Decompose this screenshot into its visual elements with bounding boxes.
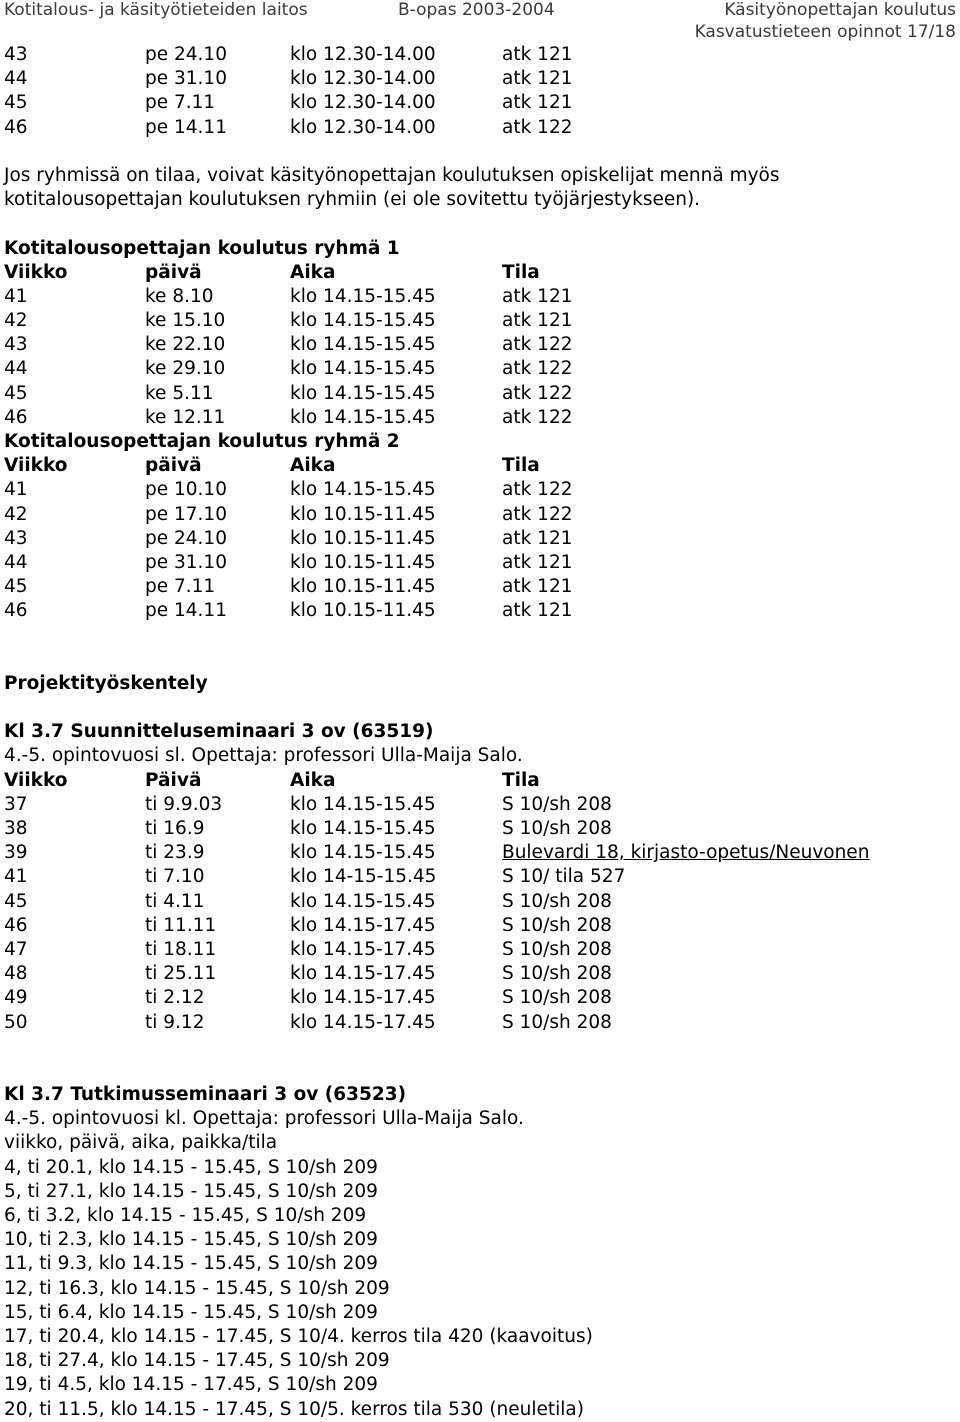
header-room: Tila	[502, 261, 540, 283]
list-item: 17, ti 20.4, klo 14.15 - 17.45, S 10/4. kerros tila 420 (kaavoitus)	[4, 1325, 593, 1347]
list-item: 19, ti 4.5, klo 14.15 - 17.45, S 10/sh 209	[4, 1374, 378, 1396]
note-line: kotitalousopettajan koulutuksen ryhmiin (ei ole sovitettu työjärjestykseen).	[4, 189, 701, 211]
cell-week: 41	[4, 479, 28, 501]
table-row	[4, 599, 954, 623]
table-row	[4, 406, 954, 430]
table-row	[4, 357, 954, 381]
table-row	[4, 962, 954, 986]
page-header	[0, 0, 960, 46]
cell-time: klo 10.15-11.45	[290, 576, 436, 598]
group1-title: Kotitalousopettajan koulutus ryhmä 1	[4, 237, 400, 259]
header-week: Viikko	[4, 769, 68, 791]
cell-day: ke 15.10	[145, 310, 226, 332]
cell-day: pe 31.10	[145, 551, 227, 573]
cell-week: 50	[4, 1011, 28, 1033]
table-row	[4, 841, 954, 865]
cell-room: atk 121	[502, 44, 573, 65]
cell-week: 44	[4, 358, 28, 380]
cell-time: klo 14.15-17.45	[290, 987, 436, 1009]
cell-day: ti 9.12	[145, 1011, 205, 1033]
table-row	[4, 116, 954, 140]
cell-week: 42	[4, 503, 28, 525]
cell-week: 46	[4, 406, 28, 428]
table-row	[4, 890, 954, 914]
cell-week: 42	[4, 310, 28, 332]
list-item: 18, ti 27.4, klo 14.15 - 17.45, S 10/sh 209	[4, 1350, 390, 1372]
header-page-info: Kasvatustieteen opinnot 17/18	[694, 22, 956, 42]
table-row	[4, 382, 954, 406]
table-row	[4, 285, 954, 309]
cell-room: atk 121	[502, 576, 573, 598]
cell-room: S 10/sh 208	[502, 987, 612, 1009]
header-time: Aika	[290, 455, 336, 477]
cell-day: ti 4.11	[145, 890, 205, 912]
list-item: 20, ti 11.5, klo 14.15 - 17.45, S 10/5. kerros tila 530 (neuletila)	[4, 1398, 584, 1420]
cell-time: klo 10.15-11.45	[290, 551, 436, 573]
cell-room: atk 121	[502, 285, 573, 307]
table-row	[4, 551, 954, 575]
cell-week: 45	[4, 382, 28, 404]
cell-time: klo 14.15-15.45	[290, 285, 436, 307]
cell-room: S 10/sh 208	[502, 963, 612, 985]
cell-day: pe 24.10	[145, 527, 227, 549]
header-day: Päivä	[145, 769, 202, 791]
cell-time: klo 14.15-15.45	[290, 382, 436, 404]
table-row	[4, 91, 954, 115]
cell-time: klo 14.15-15.45	[290, 310, 436, 332]
cell-day: pe 7.11	[145, 92, 216, 114]
cell-week: 46	[4, 600, 28, 622]
list-item: 12, ti 16.3, klo 14.15 - 15.45, S 10/sh 209	[4, 1277, 390, 1299]
group2-title: Kotitalousopettajan koulutus ryhmä 2	[4, 431, 400, 452]
header-program: Käsityönopettajan koulutus	[724, 0, 956, 20]
list-item: 6, ti 3.2, klo 14.15 - 15.45, S 10/sh 209	[4, 1205, 367, 1227]
cell-room: atk 121	[502, 310, 573, 332]
group1-schedule	[4, 237, 954, 431]
header-day: päivä	[145, 261, 202, 283]
cell-room: S 10/ tila 527	[502, 866, 626, 888]
cell-time: klo 14.15-15.45	[290, 479, 436, 501]
course2-schedule	[4, 1083, 954, 1422]
course1-schedule	[4, 720, 954, 1034]
cell-time: klo 12.30-14.00	[290, 116, 436, 138]
cell-week: 49	[4, 987, 28, 1009]
cell-room: S 10/sh 208	[502, 890, 612, 912]
cell-time: klo 14.15-15.45	[290, 406, 436, 428]
course1-title: Kl 3.7 Suunnitteluseminaari 3 ov (63519)	[4, 721, 434, 743]
table-row	[4, 43, 954, 67]
top-schedule	[4, 43, 954, 140]
cell-room: atk 122	[502, 406, 573, 428]
cell-day: pe 7.11	[145, 576, 216, 598]
cell-day: pe 14.11	[145, 116, 227, 138]
cell-room: atk 121	[502, 600, 573, 622]
cell-week: 44	[4, 551, 28, 573]
group2-schedule	[4, 430, 954, 624]
cell-time: klo 14.15-15.45	[290, 334, 436, 356]
cell-room: S 10/sh 208	[502, 793, 612, 815]
table-row	[4, 1011, 954, 1035]
cell-room: atk 122	[502, 503, 573, 525]
cell-time: klo 14.15-17.45	[290, 938, 436, 960]
cell-week: 45	[4, 92, 28, 114]
cell-room: atk 122	[502, 382, 573, 404]
cell-day: ti 16.9	[145, 818, 205, 840]
table-row	[4, 793, 954, 817]
cell-week: 46	[4, 116, 28, 138]
table-row	[4, 865, 954, 889]
course2-title: Kl 3.7 Tutkimusseminaari 3 ov (63523)	[4, 1084, 407, 1106]
table-header-row	[4, 769, 954, 793]
cell-day: ke 12.11	[145, 406, 226, 428]
cell-room: S 10/sh 208	[502, 938, 612, 960]
table-row	[4, 575, 954, 599]
cell-room: atk 121	[502, 92, 573, 114]
table-header-row	[4, 454, 954, 478]
header-week: Viikko	[4, 261, 68, 283]
cell-time: klo 14.15-15.45	[290, 358, 436, 380]
table-row	[4, 527, 954, 551]
cell-time: klo 12.30-14.00	[290, 92, 436, 114]
list-item: 15, ti 6.4, klo 14.15 - 15.45, S 10/sh 209	[4, 1301, 378, 1323]
header-guide: B-opas 2003-2004	[398, 0, 555, 20]
cell-room: S 10/sh 208	[502, 914, 612, 936]
header-week: Viikko	[4, 455, 68, 477]
cell-time: klo 14-15-15.45	[290, 866, 437, 888]
cell-room: S 10/sh 208	[502, 1011, 612, 1033]
cell-week: 46	[4, 914, 28, 936]
cell-day: pe 24.10	[145, 44, 227, 65]
header-time: Aika	[290, 261, 336, 283]
note-line: Jos ryhmissä on tilaa, voivat käsityönopettajan koulutuksen opiskelijat mennä myös	[4, 164, 780, 186]
table-row	[4, 478, 954, 502]
cell-day: pe 17.10	[145, 503, 227, 525]
table-row	[4, 333, 954, 357]
cell-week: 48	[4, 963, 28, 985]
cell-week: 43	[4, 527, 28, 549]
cell-week: 44	[4, 68, 28, 90]
cell-time: klo 10.15-11.45	[290, 600, 436, 622]
course1-info: 4.-5. opintovuosi sl. Opettaja: professori Ulla-Maija Salo.	[4, 745, 523, 767]
cell-day: ti 18.11	[145, 938, 217, 960]
cell-day: ti 25.11	[145, 963, 217, 985]
cell-day: ti 7.10	[145, 866, 205, 888]
cell-week: 47	[4, 938, 28, 960]
cell-room: S 10/sh 208	[502, 818, 612, 840]
cell-day: pe 10.10	[145, 479, 227, 501]
list-item: 5, ti 27.1, klo 14.15 - 15.45, S 10/sh 209	[4, 1180, 378, 1202]
cell-time: klo 14.15-15.45	[290, 842, 436, 864]
cell-day: pe 14.11	[145, 600, 227, 622]
cell-time: klo 12.30-14.00	[290, 68, 436, 90]
cell-time: klo 10.15-11.45	[290, 503, 436, 525]
cell-room: atk 122	[502, 479, 573, 501]
table-row	[4, 503, 954, 527]
cell-week: 37	[4, 793, 28, 815]
cell-time: klo 14.15-15.45	[290, 890, 436, 912]
cell-week: 45	[4, 890, 28, 912]
cell-day: ti 23.9	[145, 842, 205, 864]
table-row	[4, 938, 954, 962]
header-room: Tila	[502, 769, 540, 791]
cell-time: klo 14.15-15.45	[290, 793, 436, 815]
cell-day: ke 29.10	[145, 358, 226, 380]
cell-week: 43	[4, 334, 28, 356]
cell-room: atk 122	[502, 116, 573, 138]
cell-day: ti 11.11	[145, 914, 217, 936]
cell-room: atk 121	[502, 68, 573, 90]
cell-room-link[interactable]: Bulevardi 18, kirjasto-opetus/Neuvonen	[502, 842, 870, 864]
cell-time: klo 14.15-15.45	[290, 818, 436, 840]
cell-week: 41	[4, 866, 28, 888]
cell-day: ti 2.12	[145, 987, 205, 1009]
cell-time: klo 14.15-17.45	[290, 963, 436, 985]
cell-week: 41	[4, 285, 28, 307]
table-row	[4, 67, 954, 91]
table-header-row	[4, 261, 954, 285]
course2-info: 4.-5. opintovuosi kl. Opettaja: professori Ulla-Maija Salo.	[4, 1108, 524, 1130]
table-row	[4, 986, 954, 1010]
cell-time: klo 12.30-14.00	[290, 44, 436, 65]
list-item: 10, ti 2.3, klo 14.15 - 15.45, S 10/sh 209	[4, 1229, 378, 1251]
cell-day: ke 22.10	[145, 334, 226, 356]
cell-time: klo 14.15-17.45	[290, 1011, 436, 1033]
course2-columns: viikko, päivä, aika, paikka/tila	[4, 1132, 278, 1154]
cell-room: atk 121	[502, 527, 573, 549]
cell-day: ke 8.10	[145, 285, 214, 307]
cell-room: atk 122	[502, 334, 573, 356]
cell-time: klo 10.15-11.45	[290, 527, 436, 549]
cell-room: atk 121	[502, 551, 573, 573]
cell-room: atk 122	[502, 358, 573, 380]
table-row	[4, 914, 954, 938]
cell-day: ke 5.11	[145, 382, 214, 404]
cell-day: pe 31.10	[145, 68, 227, 90]
list-item: 4, ti 20.1, klo 14.15 - 15.45, S 10/sh 209	[4, 1156, 378, 1178]
header-time: Aika	[290, 769, 336, 791]
header-department: Kotitalous- ja käsityötieteiden laitos	[4, 0, 308, 20]
table-row	[4, 817, 954, 841]
cell-time: klo 14.15-17.45	[290, 914, 436, 936]
cell-week: 39	[4, 842, 28, 864]
list-item: 11, ti 9.3, klo 14.15 - 15.45, S 10/sh 209	[4, 1253, 378, 1275]
cell-day: ti 9.9.03	[145, 793, 223, 815]
header-day: päivä	[145, 455, 202, 477]
cell-week: 45	[4, 576, 28, 598]
section-title: Projektityöskentely	[4, 672, 208, 694]
table-row	[4, 309, 954, 333]
cell-week: 38	[4, 818, 28, 840]
header-room: Tila	[502, 455, 540, 477]
document-body	[4, 43, 954, 1422]
cell-week: 43	[4, 44, 28, 65]
